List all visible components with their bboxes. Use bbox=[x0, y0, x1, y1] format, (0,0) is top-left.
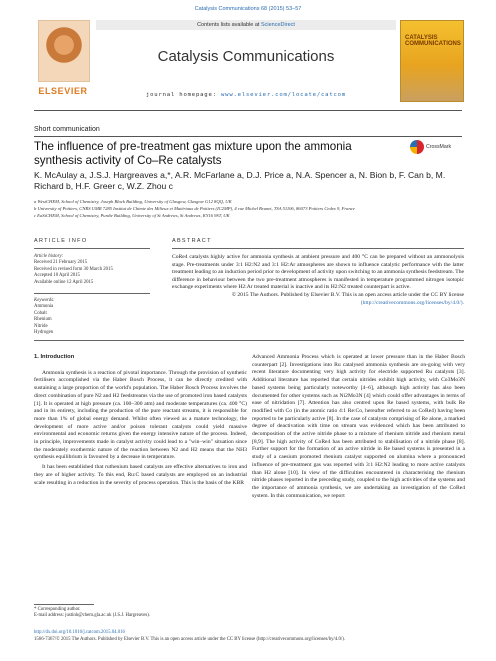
homepage-link[interactable]: www.elsevier.com/locate/catcom bbox=[220, 92, 347, 98]
keyword-item: Ammonia bbox=[34, 304, 54, 310]
issn-license: 1566-7367/© 2015 The Authors. Published by Elsevier B.V. This is an open access article under the CC BY license (http://creativecommons.org/licenses/by/4.0/). bbox=[34, 636, 345, 642]
abstract-text: CoRe4 catalysts highly active for ammonia synthesis at ambient pressure and 400 °C can be prepared without an ammonolysis stage. Pre-treatments under 3:1 H2:N2 and 3:1 H2:Ar atmospheres are shown to influence catalytic performance with the latter treatment leading to an induction period prior to development of activity upon switching to an ammonia synthesis feedstream. The difference in behaviour between the two pre-treatment atmospheres is manifested in temperature programmed nitrogen isotopic exchange experiments where H2:Ar treated material is inactive and its H2:N2 treated counterpart is active. bbox=[172, 254, 464, 291]
author-email[interactable]: E-mail address: justinh@chem.gla.ac.uk (J.S.J. Hargreaves). bbox=[34, 613, 151, 619]
body-paragraph: It has been established that ruthenium based catalysts are effective alternatives to iron and they are of higher activity. To this end, Ru:C based catalysts are employed on an industrial scale resulting in a reduction in the severity of process operation. This is the basis of the KBR bbox=[34, 464, 247, 486]
corresponding-author: * Corresponding author. bbox=[34, 607, 81, 612]
journal-title: Catalysis Communications bbox=[157, 48, 335, 65]
footnote-rule bbox=[34, 604, 94, 605]
contents-bar bbox=[96, 20, 396, 30]
homepage-label: journal homepage: bbox=[145, 92, 221, 98]
journal-banner bbox=[96, 20, 396, 100]
abstract bbox=[172, 254, 464, 307]
keywords bbox=[34, 298, 144, 336]
history-label: Article history: bbox=[34, 254, 64, 259]
sciencedirect-link[interactable]: ScienceDirect bbox=[260, 22, 295, 28]
keywords-rule bbox=[34, 293, 150, 294]
license-text: © 2015 The Authors. Published by Elsevier B.V. This is an open access article under the CC BY license bbox=[231, 291, 464, 298]
article-type: Short communication bbox=[34, 126, 100, 133]
keyword-item: Rhenium bbox=[34, 317, 52, 323]
abstract-rule bbox=[172, 248, 464, 249]
body-paragraph: Ammonia synthesis is a reaction of pivotal importance. Through the provision of synthetic fertilisers accomplished via the Haber Bosch Process, it can be directly credited with sustaining a large proportion of the world's population. The Haber Bosch Process involves the direct combination of pure N2 and H2 feedstreams via the use of promoted iron based catalysts [1]. It is operated at high pressure (ca. 100–300 atm) and moderate temperatures (ca. 400 °C) and in its entirety, including the production of the pure reactant streams, it is responsible for more than 1% of global energy demand. Whilst often viewed as a mature technology, the development of more active and/or poison tolerant catalysts could yield massive environmental and economic returns given the energy intensive nature of the process. Indeed, in principle, improvements made in catalyst activity could lead to a "win–win" situation since the moderately exothermic nature of the reaction between N2 and H2 means that the NH3 synthesis equilibrium is favoured by a decrease in temperature. bbox=[34, 369, 247, 461]
author-list: K. McAulay a, J.S.J. Hargreaves a,*, A.R. McFarlane a, D.J. Price a, N.A. Spencer a, N. Bion b, F. Can b, M. Richard b, H.F. Greer c, W.Z. Zhou c bbox=[34, 170, 446, 191]
type-divider bbox=[34, 136, 462, 137]
publisher-name: ELSEVIER bbox=[38, 86, 88, 96]
masthead bbox=[34, 20, 464, 102]
abstract-heading: ABSTRACT bbox=[172, 238, 212, 244]
affiliation-b: b University of Poitiers, CNRS UMR 7285 Institut de Chimie des Milieux et Matériaux de Poitiers (IC2MP), 4 rue Michel Brunet, TSA 51106, 86073 Poitiers Cedex 9, France bbox=[34, 206, 355, 211]
keyword-item: Cobalt bbox=[34, 310, 47, 316]
license-statement bbox=[172, 292, 464, 307]
header-divider bbox=[34, 110, 462, 111]
article-title: The influence of pre-treatment gas mixture upon the ammonia synthesis activity of Co–Re catalysts bbox=[34, 140, 352, 167]
history-accepted: Accepted 10 April 2015 bbox=[34, 273, 80, 279]
elsevier-logo[interactable] bbox=[34, 20, 92, 100]
history-online: Available online 12 April 2015 bbox=[34, 279, 94, 285]
body-paragraph: Advanced Ammonia Process which is operated at lower pressure than in the Haber Bosch counterpart [2]. Investigations into Ru catalysed ammonia synthesis are on-going with very recent literature documenting very high activity for electride supported Ru catalysts [3]. Additional literature has reported that certain nitrides exhibit high activity, with Co3Mo3N based systems being particularly noteworthy [4–6], although high activity has also been documented for other systems such as Ni2Mo3N [4] which could offer advantages in terms of ease of nitridation [7]. Attention has also centred upon Re based systems, with bulk Re modified with Co (in the atomic ratio 4:1 Re:Co, hereafter referred to as CoRe4) having been reported to be particularly active [8]. In the case of catalysts comprising of Re alone, a marked degree of deactivation with time on stream was evidenced which has been attributed to decomposition of the active nitride phase to a mixture of rhenium nitride and rhenium metal [8,9]. The high activity of CoRe4 has been attributed to stabilisation of a nitride phase [8]. Further support for the formation of an active nitride in Re based systems is presented in a study of a caesium promoted rhenium catalyst supported on alumina where a pronounced influence of pre-treatment gas was reported with 3:1 H2:N2 leading to more active catalysts than H2 alone [10]. In view of the difficulties encountered in characterising the rhenium nitride phases reported in the preceding study, coupled to the high activities of the systems and the importance of ammonia synthesis, we are undertaking an investigation of the CoRe4 system. In this communication, we report bbox=[252, 354, 465, 499]
page-footer bbox=[34, 630, 464, 643]
journal-homepage bbox=[96, 92, 396, 98]
keyword-item: Hydrogen bbox=[34, 330, 54, 336]
journal-reference[interactable]: Catalysis Communications 68 (2015) 53–57 bbox=[194, 6, 302, 12]
affiliations bbox=[34, 198, 464, 219]
article-info-heading: ARTICLE INFO bbox=[34, 238, 88, 244]
left-column bbox=[34, 354, 247, 489]
history-revised: Received in revised form 30 March 2015 bbox=[34, 266, 113, 272]
section-heading: 1. Introduction bbox=[34, 354, 75, 360]
right-column bbox=[252, 354, 465, 502]
body-divider bbox=[34, 340, 464, 341]
elsevier-tree-icon bbox=[38, 20, 90, 82]
article-info-rule bbox=[34, 248, 150, 249]
crossmark-icon bbox=[410, 140, 424, 154]
history-received: Received 21 February 2015 bbox=[34, 260, 88, 266]
keywords-label: Keywords: bbox=[34, 298, 55, 303]
doi-link[interactable]: http://dx.doi.org/10.1016/j.catcom.2015.04.016 bbox=[34, 630, 125, 635]
contents-text: Contents lists available at bbox=[197, 22, 261, 28]
license-link[interactable]: (http://creativecommons.org/licenses/by/4.0/). bbox=[360, 299, 464, 306]
article-history bbox=[34, 254, 144, 286]
affiliation-c: c EaStCHEM, School of Chemistry, Purdie Building, University of St Andrews, St Andrews, KY16 9ST, UK bbox=[34, 213, 230, 218]
journal-cover-image[interactable] bbox=[400, 20, 464, 102]
keyword-item: Nitride bbox=[34, 323, 48, 329]
affiliation-a: a WestCHEM, School of Chemistry, Joseph Black Building, University of Glasgow, Glasgow G12 8QQ, UK bbox=[34, 199, 232, 204]
crossmark-badge[interactable] bbox=[410, 138, 460, 158]
footnote bbox=[34, 604, 247, 620]
cover-title: CATALYSIS COMMUNICATIONS bbox=[405, 35, 461, 47]
crossmark-label: CrossMark bbox=[426, 144, 452, 151]
